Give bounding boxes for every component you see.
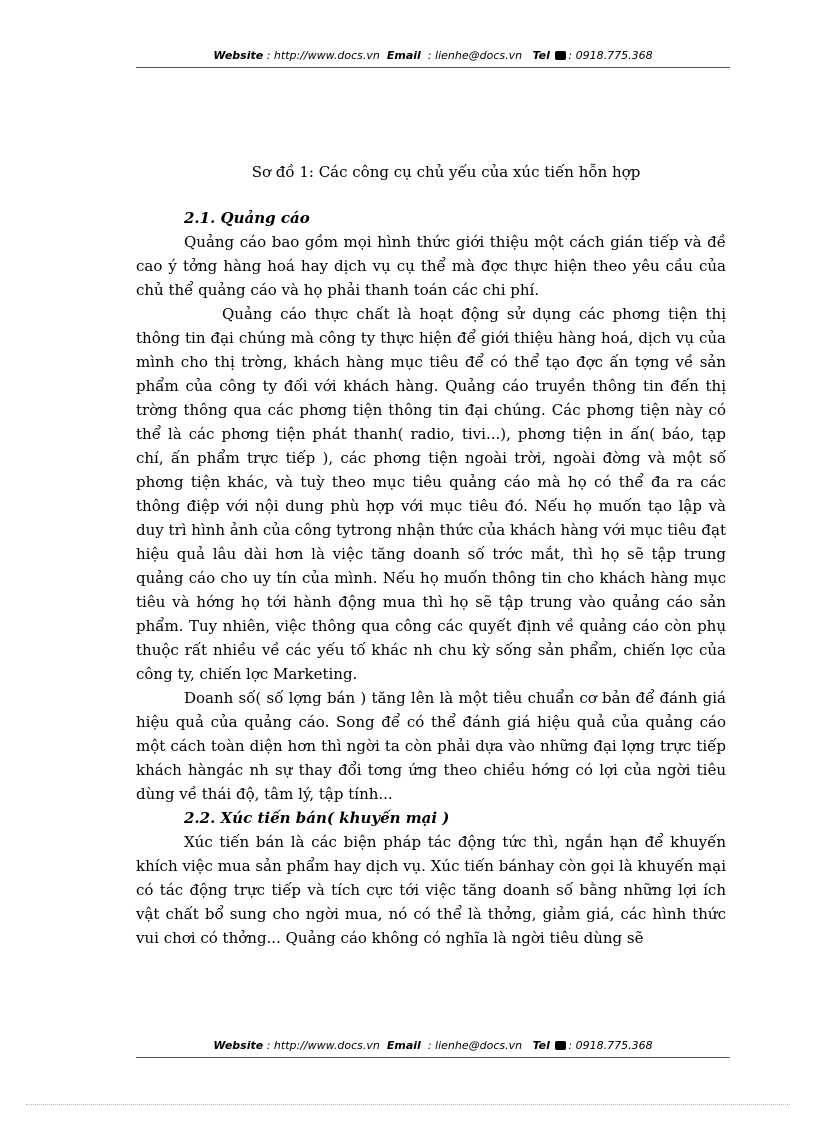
footer-tel-value: : 0918.775.368 xyxy=(568,1039,653,1052)
page-header xyxy=(136,49,730,63)
page-footer xyxy=(136,1039,730,1053)
paragraph-3: Doanh số( số lợng bán ) tăng lên là một tiêu chuẩn cơ bản để đánh giá hiệu quả của quảng cáo. Song để có thể đánh giá hiệu quả của quảng cáo một cách toàn diện hơn thì ngời ta còn phải dựa vào những đại lợng trực tiếp khách hàngác nh sự thay đổi tơng ứng theo chiều hớng có lợi của ngời tiêu dùng về thái độ, tâm lý, tập tính... xyxy=(136,689,726,803)
header-tel-value: : 0918.775.368 xyxy=(568,49,653,62)
footer-website-label: Website xyxy=(213,1039,264,1052)
footer-email-value: : lienhe@docs.vn xyxy=(427,1039,523,1052)
header-rule xyxy=(136,67,730,68)
paragraph-2: Quảng cáo thực chất là hoạt động sử dụng các phơng tiện thị thông tin đại chúng mà công ty thực hiện để giới thiệu hàng hoá, dịch vụ của mình cho thị trờng, khách hàng mục tiêu để có thể tạo đợc ấn tợng về sản phẩm của công ty đối với khách hàng. Quảng cáo truyền thông tin đến thị trờng thông qua các phơng tiện thông tin đại chúng. Các phơng tiện này có thể là các phơng tiện phát thanh( radio, tivi...), phơng tiện in ấn( báo, tạp chí, ấn phẩm trực tiếp ), các phơng tiện ngoài trời, ngoài đờng và một số phơng tiện khác, và tuỳ theo mục tiêu quảng cáo mà họ có thể đa ra các thông điệp với nội dung phù hợp với mục tiêu đó. Nếu họ muốn tạo lập và duy trì hình ảnh của công tytrong nhận thức của khách hàng với mục tiêu đạt hiệu quả lâu dài hơn là việc tăng doanh số trớc mắt, thì họ sẽ tập trung quảng cáo cho uy tín của mình. Nếu họ muốn thông tin cho khách hàng mục tiêu và hớng họ tới hành động mua thì họ sẽ tập trung vào quảng cáo sản phẩm. Tuy nhiên, việc thông qua công các quyết định về quảng cáo còn phụ thuộc rất nhiều về các yếu tố khác nh chu kỳ sống sản phẩm, chiến lợc của công ty, chiến lợc Marketing. xyxy=(136,305,726,683)
header-email-value: : lienhe@docs.vn xyxy=(427,49,523,62)
page-edge-divider xyxy=(26,1104,790,1105)
paragraph-4: Xúc tiến bán là các biện pháp tác động tức thì, ngắn hạn để khuyến khích việc mua sản phẩm hay dịch vụ. Xúc tiến bánhay còn gọi là khuyến mại có tác động trực tiếp và tích cực tới việc tăng doanh số bằng những lợi ích vật chất bổ sung cho ngời mua, nó có thể là thởng, giảm giá, các hình thức vui chơi có thởng... Quảng cáo không có nghĩa là ngời tiêu dùng sẽ xyxy=(136,833,726,947)
phone-icon xyxy=(555,1041,566,1050)
paragraph-1: Quảng cáo bao gồm mọi hình thức giới thiệu một cách gián tiếp và đề cao ý tởng hàng hoá hay dịch vụ cụ thể mà đợc thực hiện theo yêu cầu của chủ thể quảng cáo và họ phải thanh toán các chi phí. xyxy=(136,233,726,299)
header-website-label: Website xyxy=(213,49,264,62)
header-website-value: : http://www.docs.vn xyxy=(266,49,380,62)
footer-tel-label: Tel xyxy=(532,1039,550,1052)
figure-caption: Sơ đồ 1: Các công cụ chủ yếu của xúc tiến hỗn hợp xyxy=(251,163,641,181)
header-tel-label: Tel xyxy=(532,49,550,62)
document-body xyxy=(136,158,726,950)
phone-icon xyxy=(555,51,566,60)
header-email-label: Email xyxy=(386,49,421,62)
footer-rule xyxy=(136,1057,730,1058)
section-heading-advertising: 2.1. Quảng cáo xyxy=(184,209,310,227)
footer-website-value: : http://www.docs.vn xyxy=(266,1039,380,1052)
section-heading-sales-promotion: 2.2. Xúc tiến bán( khuyến mại ) xyxy=(184,809,450,827)
footer-email-label: Email xyxy=(386,1039,421,1052)
